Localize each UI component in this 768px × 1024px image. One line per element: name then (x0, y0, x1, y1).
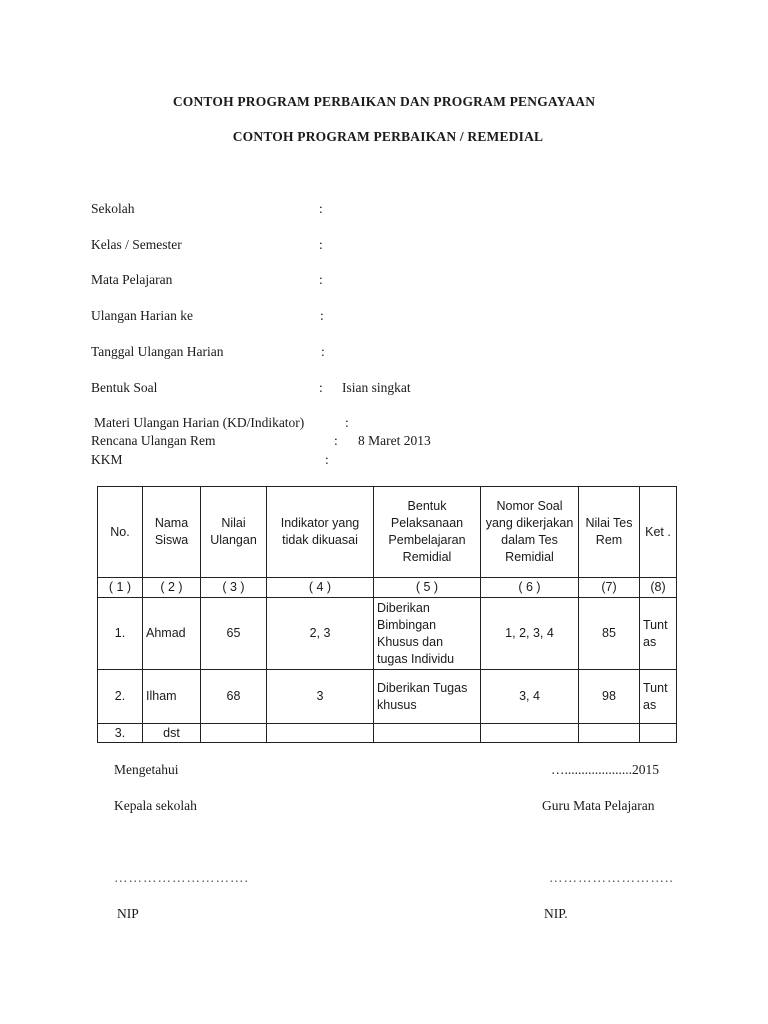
tanggal-colon: : (321, 344, 325, 359)
kelas-colon: : (319, 237, 323, 252)
kepala-sekolah-label: Kepala sekolah (114, 798, 197, 813)
header-nilai-ulangan: Nilai Ulangan (201, 487, 267, 578)
table-header-row (98, 487, 677, 578)
signature-line-right: …………………….. (549, 870, 674, 885)
mapel-label: Mata Pelajaran (91, 272, 173, 287)
cell-indikator: 3 (267, 670, 374, 724)
nip-right-label: NIP. (544, 906, 568, 921)
signature-line-left: ………………………. (114, 870, 249, 885)
header-nomor-soal: Nomor Soal yang dikerjakan dalam Tes Remidial (481, 487, 579, 578)
col-number: ( 6 ) (481, 578, 579, 598)
bentuk-value: Isian singkat (342, 380, 411, 395)
materi-colon: : (345, 415, 349, 430)
bentuk-label: Bentuk Soal (91, 380, 158, 395)
header-ket: Ket . (640, 487, 677, 578)
ulangan-colon: : (320, 308, 324, 323)
table-row (98, 724, 677, 743)
col-number: (7) (579, 578, 640, 598)
guru-mapel-label: Guru Mata Pelajaran (542, 798, 655, 813)
rencana-colon: : (334, 433, 338, 448)
document-title: CONTOH PROGRAM PERBAIKAN DAN PROGRAM PENGAYAAN (172, 94, 596, 109)
cell-nilai-tes: 85 (579, 598, 640, 670)
cell-nilai: 65 (201, 598, 267, 670)
kkm-colon: : (325, 452, 329, 467)
header-indikator: Indikator yang tidak dikuasai (267, 487, 374, 578)
cell-indikator: 2, 3 (267, 598, 374, 670)
cell-ket: Tuntas (640, 598, 677, 670)
cell-bentuk: Diberikan Bimbingan Khusus dan tugas Individu (374, 598, 481, 670)
mengetahui-label: Mengetahui (114, 762, 179, 777)
tanggal-label: Tanggal Ulangan Harian (91, 344, 224, 359)
col-number: ( 4 ) (267, 578, 374, 598)
kkm-label: KKM (91, 452, 123, 467)
mapel-colon: : (319, 272, 323, 287)
header-bentuk-pelaksanaan: Bentuk Pelaksanaan Pembelajaran Remidial (374, 487, 481, 578)
cell-nama: dst (143, 724, 201, 743)
cell-nilai-tes: 98 (579, 670, 640, 724)
bentuk-colon: : (319, 380, 323, 395)
document-subtitle: CONTOH PROGRAM PERBAIKAN / REMEDIAL (232, 129, 544, 144)
cell-nomor-soal: 1, 2, 3, 4 (481, 598, 579, 670)
cell-no: 3. (98, 724, 143, 743)
materi-label: Materi Ulangan Harian (KD/Indikator) (94, 415, 305, 430)
column-number-row (98, 578, 677, 598)
cell-no: 1. (98, 598, 143, 670)
signature-date: …....................2015 (551, 762, 659, 777)
cell-ket (640, 724, 677, 743)
cell-nomor-soal: 3, 4 (481, 670, 579, 724)
sekolah-label: Sekolah (91, 201, 135, 216)
header-nilai-tes: Nilai Tes Rem (579, 487, 640, 578)
sekolah-colon: : (319, 201, 323, 216)
rencana-value: 8 Maret 2013 (358, 433, 431, 448)
cell-nilai (201, 724, 267, 743)
cell-indikator (267, 724, 374, 743)
remedial-table (97, 486, 677, 743)
col-number: ( 3 ) (201, 578, 267, 598)
cell-nama: Ilham (143, 670, 201, 724)
cell-nilai: 68 (201, 670, 267, 724)
col-number: ( 1 ) (98, 578, 143, 598)
table-row (98, 670, 677, 724)
cell-bentuk: Diberikan Tugas khusus (374, 670, 481, 724)
ulangan-label: Ulangan Harian ke (91, 308, 193, 323)
header-nama-siswa: Nama Siswa (143, 487, 201, 578)
cell-no: 2. (98, 670, 143, 724)
rencana-label: Rencana Ulangan Rem (91, 433, 216, 448)
col-number: ( 5 ) (374, 578, 481, 598)
cell-nilai-tes (579, 724, 640, 743)
kelas-label: Kelas / Semester (91, 237, 182, 252)
nip-left-label: NIP (117, 906, 139, 921)
cell-nama: Ahmad (143, 598, 201, 670)
cell-nomor-soal (481, 724, 579, 743)
header-no: No. (98, 487, 143, 578)
cell-ket: Tuntas (640, 670, 677, 724)
col-number: (8) (640, 578, 677, 598)
table-row (98, 598, 677, 670)
cell-bentuk (374, 724, 481, 743)
col-number: ( 2 ) (143, 578, 201, 598)
